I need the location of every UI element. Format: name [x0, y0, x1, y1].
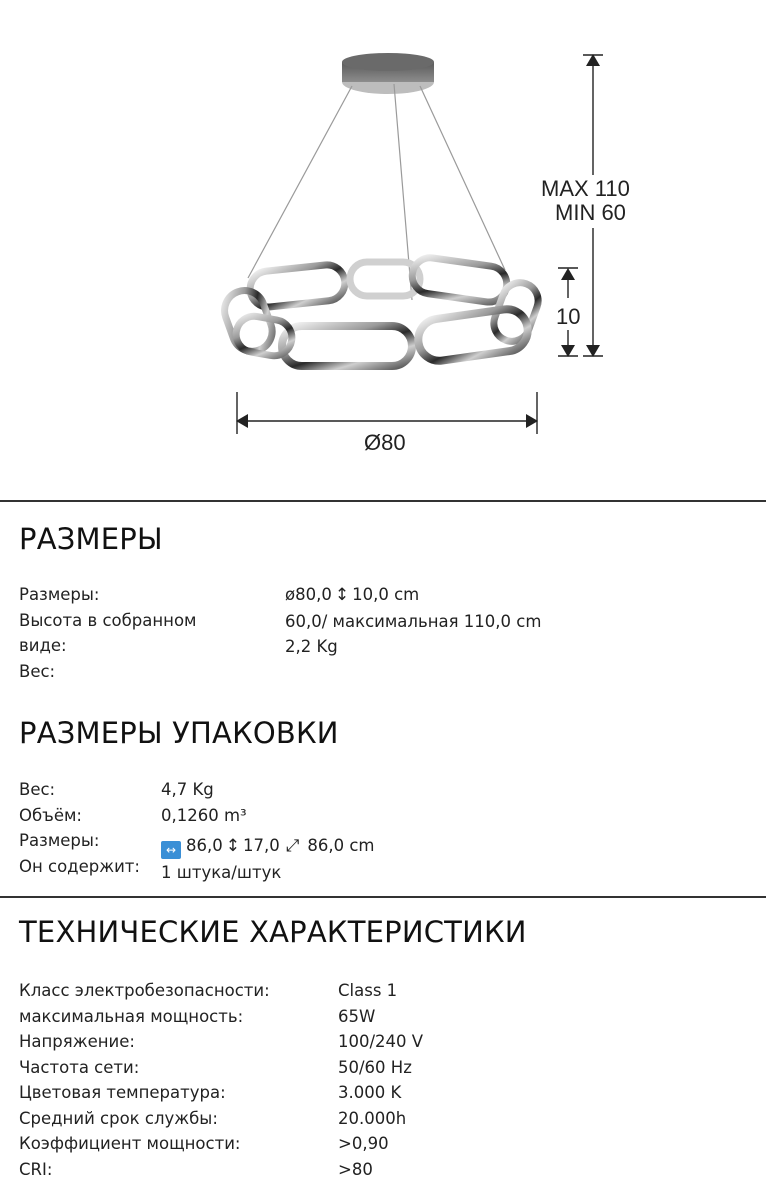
- packaging-label: Он содержит:: [19, 856, 140, 876]
- tech-values: [338, 978, 423, 1182]
- tech-label: Цветовая температура:: [19, 1083, 226, 1102]
- diameter-label: Ø80: [364, 430, 406, 455]
- tech-labels: [19, 978, 270, 1182]
- tech-value: >80: [338, 1159, 373, 1179]
- packaging-weight: 4,7 Kg: [161, 780, 214, 799]
- packaging-contains: 1 штука/штук: [161, 862, 282, 882]
- ring-height-label: 10: [556, 304, 581, 329]
- sizes-title: РАЗМЕРЫ: [19, 522, 163, 556]
- tech-value: 65W: [338, 1006, 376, 1026]
- size-value: [285, 582, 541, 609]
- tech-label: Частота сети:: [19, 1057, 140, 1077]
- tech-label: Коэффициент мощности:: [19, 1134, 241, 1153]
- diameter-dimension: [236, 392, 538, 434]
- packaging-height: 17,0: [243, 836, 280, 855]
- weight-value: 2,2 Kg: [285, 637, 338, 656]
- divider: [0, 500, 766, 502]
- packaging-label: Объём:: [19, 805, 82, 825]
- packaging-labels: [19, 777, 140, 879]
- sizes-values: [285, 582, 541, 660]
- height-arrow-icon: ↕: [334, 585, 350, 605]
- tech-value: >0,90: [338, 1134, 389, 1153]
- packaging-values: [161, 777, 375, 885]
- depth-arrow-icon: ⤢: [285, 836, 300, 856]
- size-height: 10,0 cm: [352, 585, 420, 604]
- width-arrow-icon: ↔: [161, 841, 181, 859]
- tech-value: Class 1: [338, 981, 398, 1000]
- sizes-label: Вес:: [19, 661, 56, 681]
- tech-label: максимальная мощность:: [19, 1006, 244, 1026]
- tech-label: CRI:: [19, 1159, 53, 1179]
- packaging-label: Размеры:: [19, 831, 100, 850]
- tech-title: ТЕХНИЧЕСКИЕ ХАРАКТЕРИСТИКИ: [19, 915, 527, 949]
- height-min-label: MIN 60: [555, 200, 626, 225]
- height-value: 60,0/ максимальная 110,0 cm: [285, 611, 542, 631]
- packaging-label: Вес:: [19, 780, 56, 799]
- size-diameter: ø80,0: [285, 585, 332, 604]
- divider: [0, 896, 766, 898]
- packaging-width: 86,0: [186, 836, 223, 855]
- height-max-label: MAX 110: [541, 176, 630, 201]
- tech-label: Средний срок службы:: [19, 1108, 218, 1128]
- sizes-label: Высота в собранном: [19, 610, 197, 630]
- lamp-dimension-diagram: [0, 0, 766, 500]
- tech-label: Напряжение:: [19, 1032, 135, 1051]
- packaging-volume: 0,1260 m³: [161, 805, 247, 825]
- sizes-label: виде:: [19, 636, 67, 655]
- lamp-ring: [219, 255, 543, 366]
- packaging-depth: 86,0 cm: [307, 836, 375, 855]
- tech-value: 20.000h: [338, 1108, 407, 1128]
- packaging-dimensions: [161, 833, 375, 860]
- height-arrow-icon: ↕: [225, 836, 240, 856]
- tech-value: 3.000 K: [338, 1083, 402, 1102]
- sizes-labels: [19, 582, 197, 684]
- tech-value: 50/60 Hz: [338, 1057, 412, 1077]
- packaging-title: РАЗМЕРЫ УПАКОВКИ: [19, 716, 339, 750]
- tech-label: Класс электробезопасности:: [19, 981, 270, 1000]
- sizes-label: Размеры:: [19, 585, 100, 604]
- product-drawing: [0, 0, 766, 500]
- tech-value: 100/240 V: [338, 1032, 424, 1051]
